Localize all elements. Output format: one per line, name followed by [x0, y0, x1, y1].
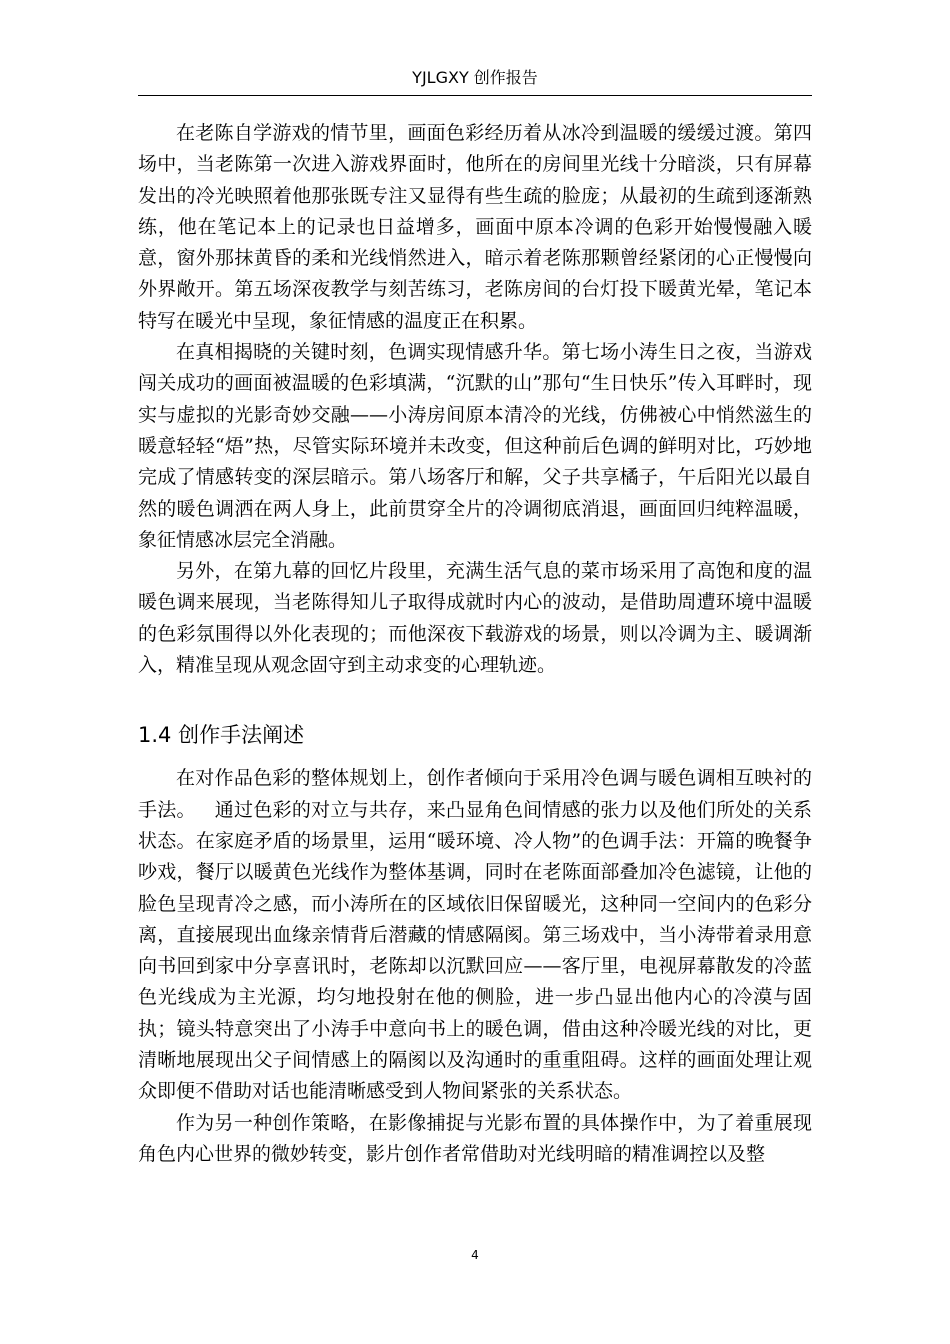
header-title: YJLGXY 创作报告 [412, 68, 538, 87]
page-number: 4 [471, 1248, 479, 1262]
body-paragraph-4: 在对作品色彩的整体规划上，创作者倾向于采用冷色调与暖色调相互映衬的手法。 通过色彩的对立与共存，来凸显角色间情感的张力以及他们所处的关系状态。在家庭矛盾的场景里，运用“暖环境、冷人物”的色调手法：开篇的晚餐争吵戏，餐厅以暖黄色光线作为整体基调，同时在老陈面部叠加冷色滤镜，让他的脸色呈现青冷之感，而小涛所在的区域依旧保留暖光，这种同一空间内的色彩分离，直接展现出血缘亲情背后潜藏的情感隔阂。第三场戏中，当小涛带着录用意向书回到家中分享喜讯时，老陈却以沉默回应——客厅里，电视屏幕散发的冷蓝色光线成为主光源，均匀地投射在他的侧脸，进一步凸显出他内心的冷漠与固执；镜头特意突出了小涛手中意向书上的暖色调，借由这种冷暖光线的对比，更清晰地展现出父子间情感上的隔阂以及沟通时的重重阻碍。这样的画面处理让观众即便不借助对话也能清晰感受到人物间紧张的关系状态。 [138, 767, 812, 1103]
body-paragraph-5: 作为另一种创作策略，在影像捕捉与光影布置的具体操作中，为了着重展现角色内心世界的微妙转变，影片创作者常借助对光线明暗的精准调控以及整 [138, 1111, 812, 1165]
header-divider [138, 95, 812, 96]
body-paragraph-1: 在老陈自学游戏的情节里，画面色彩经历着从冰冷到温暖的缓缓过渡。第四场中，当老陈第一次进入游戏界面时，他所在的房间里光线十分暗淡，只有屏幕发出的冷光映照着他那张既专注又显得有些生疏的脸庞；从最初的生疏到逐渐熟练，他在笔记本上的记录也日益增多，画面中原本冷调的色彩开始慢慢融入暖意，窗外那抹黄昏的柔和光线悄然进入，暗示着老陈那颗曾经紧闭的心正慢慢向外界敞开。第五场深夜教学与刻苦练习，老陈房间的台灯投下暖黄光晕，笔记本特写在暖光中呈现，象征情感的温度正在积累。 [138, 122, 812, 332]
document-body [138, 118, 812, 1170]
body-paragraph-2: 在真相揭晓的关键时刻，色调实现情感升华。第七场小涛生日之夜，当游戏闯关成功的画面被温暖的色彩填满，“沉默的山”那句“生日快乐”传入耳畔时，现实与虚拟的光影奇妙交融——小涛房间原本清冷的光线，仿佛被心中悄然滋生的暖意轻轻“焐”热，尽管实际环境并未改变，但这种前后色调的鲜明对比，巧妙地完成了情感转变的深层暗示。第八场客厅和解，父子共享橘子，午后阳光以最自然的暖色调洒在两人身上，此前贯穿全片的冷调彻底消退，画面回归纯粹温暖，象征情感冰层完全消融。 [138, 341, 812, 551]
section-heading: 1.4 创作手法阐述 [138, 723, 305, 748]
body-paragraph-3: 另外，在第九幕的回忆片段里，充满生活气息的菜市场采用了高饱和度的温暖色调来展现，当老陈得知儿子取得成就时内心的波动，是借助周遭环境中温暖的色彩氛围得以外化表现的；而他深夜下载游戏的场景，则以冷调为主、暖调渐入，精准呈现从观念固守到主动求变的心理轨迹。 [138, 560, 812, 677]
page-header [0, 68, 950, 88]
page-footer [0, 1247, 950, 1263]
